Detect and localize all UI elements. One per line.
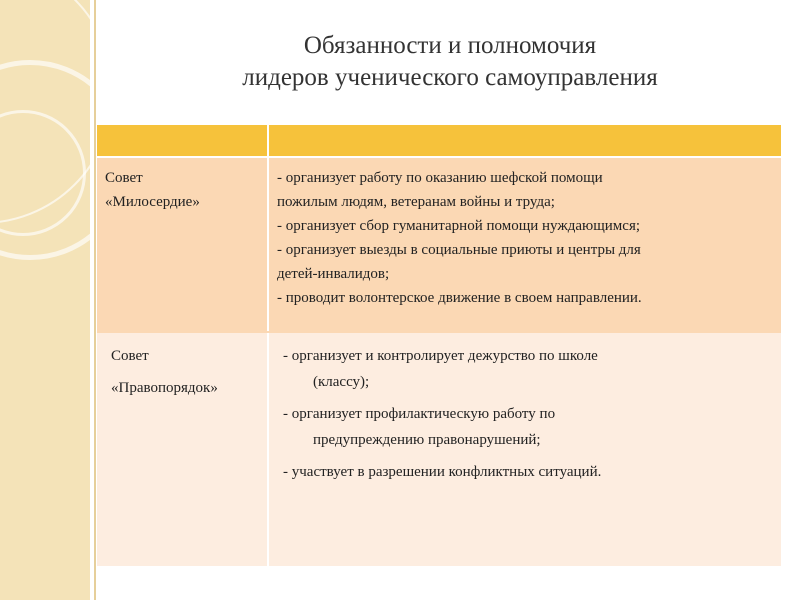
duty-line: - организует и контролирует дежурство по школе bbox=[283, 348, 598, 364]
slide-title bbox=[200, 30, 700, 94]
table-header-row bbox=[97, 125, 781, 156]
council-name-line: Совет bbox=[105, 170, 143, 186]
council-name-cell bbox=[97, 333, 269, 566]
council-name-line: Совет bbox=[111, 348, 149, 364]
duty-line: - участвует в разрешении конфликтных ситуаций. bbox=[283, 464, 602, 480]
duty-line: (классу); bbox=[313, 374, 370, 390]
title-line-1: Обязанности и полномочия bbox=[303, 32, 597, 59]
duty-line: - организует работу по оказанию шефской помощи bbox=[277, 170, 603, 186]
title-line-2: лидеров ученического самоуправления bbox=[242, 64, 658, 91]
council-name-line: «Милосердие» bbox=[105, 194, 200, 210]
header-cell bbox=[269, 125, 781, 156]
council-name-line: «Правопорядок» bbox=[111, 380, 218, 396]
duty-line: пожилым людям, ветеранам войны и труда; bbox=[277, 194, 555, 210]
duty-line: - проводит волонтерское движение в своем направлении. bbox=[277, 290, 642, 306]
duty-line: - организует профилактическую работу по bbox=[283, 406, 556, 422]
table-row bbox=[97, 156, 781, 333]
table-row bbox=[97, 333, 781, 566]
duty-line: предупреждению правонарушений; bbox=[313, 432, 541, 448]
header-cell bbox=[97, 125, 269, 156]
duties-table bbox=[97, 125, 781, 565]
duty-line: детей-инвалидов; bbox=[277, 266, 390, 282]
council-duties-cell bbox=[269, 333, 781, 566]
duty-line: - организует сбор гуманитарной помощи нуждающимся; bbox=[277, 218, 641, 234]
decorative-divider bbox=[94, 0, 96, 600]
decorative-side-band bbox=[0, 0, 90, 600]
council-duties-cell bbox=[269, 158, 781, 331]
duty-line: - организует выезды в социальные приюты и центры для bbox=[277, 242, 641, 258]
council-name-cell bbox=[97, 158, 269, 331]
